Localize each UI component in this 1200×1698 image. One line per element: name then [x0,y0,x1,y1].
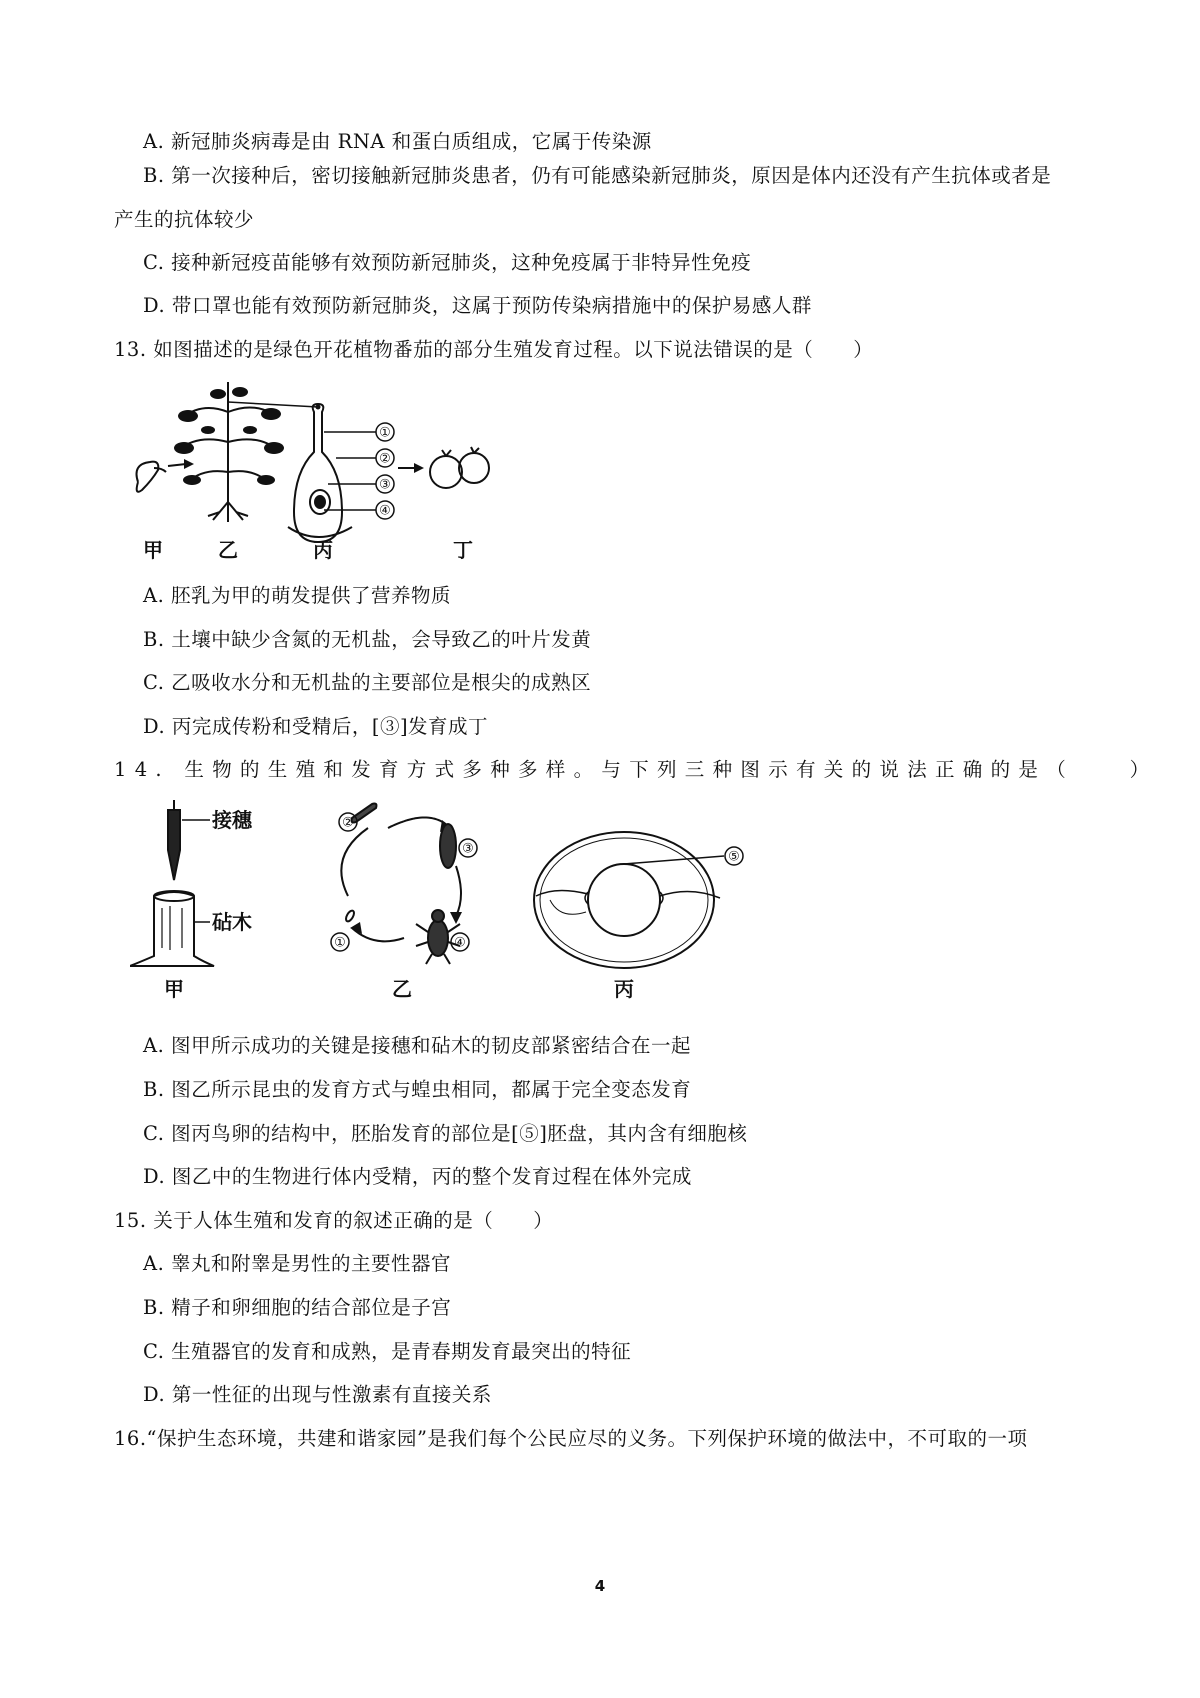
q12-option-d: D. 带口罩也能有效预防新冠肺炎，这属于预防传染病措施中的保护易感人群 [143,294,812,317]
q12-option-a: A. 新冠肺炎病毒是由 RNA 和蛋白质组成，它属于传染源 [143,130,652,153]
label-jia: 甲 [164,977,184,1001]
callout-1: ① [379,425,391,441]
callout-3: ③ [379,477,391,493]
page-number: 4 [594,1577,606,1595]
q15-option-b: B. 精子和卵细胞的结合部位是子宫 [143,1296,452,1319]
q14-option-c: C. 图丙鸟卵的结构中，胚胎发育的部位是[⑤]胚盘，其内含有细胞核 [143,1122,748,1145]
tomato-fruit-drawing [430,447,489,488]
q14-option-a: A. 图甲所示成功的关键是接穗和砧木的韧皮部紧密结合在一起 [143,1034,691,1057]
label-scion: 接穗 [212,808,252,832]
q12-option-b: B. 第一次接种后，密切接触新冠肺炎患者，仍有可能感染新冠肺炎，原因是体内还没有产生抗体或者是 [143,164,1052,187]
callout-adult-4: ④ [454,935,466,951]
callout-germinal-disc-5: ⑤ [728,849,740,865]
q14-option-b: B. 图乙所示昆虫的发育方式与蝗虫相同，都属于完全变态发育 [143,1078,692,1101]
q12-option-b-cont: 产生的抗体较少 [114,208,255,231]
label-rootstock: 砧木 [212,910,252,934]
q15-option-c: C. 生殖器官的发育和成熟，是青春期发育最突出的特征 [143,1340,632,1363]
q16-stem: 16.“保护生态环境，共建和谐家园”是我们每个公民应尽的义务。下列保护环境的做法中，不可取的一项 [114,1427,1028,1450]
label-yi: 乙 [392,977,412,1001]
q14-option-d: D. 图乙中的生物进行体内受精，丙的整个发育过程在体外完成 [143,1165,692,1188]
q13-option-d: D. 丙完成传粉和受精后，[③]发育成丁 [143,715,489,738]
q15-option-d: D. 第一性征的出现与性激素有直接关系 [143,1383,492,1406]
pistil-section-drawing [288,404,352,542]
label-yi: 乙 [218,538,238,562]
label-ding: 丁 [453,538,473,562]
label-jia: 甲 [143,538,163,562]
q15-option-a: A. 睾丸和附睾是男性的主要性器官 [143,1252,451,1275]
tomato-plant-drawing [178,382,278,522]
callout-4: ④ [379,503,391,519]
callout-2: ② [379,451,391,467]
grafting-drawing [130,800,214,966]
q14-stem: 14. 生物的生殖和发育方式多种多样。与下列三种图示有关的说法正确的是（ ） [114,758,1158,781]
seed-drawing [137,462,167,492]
q15-stem: 15. 关于人体生殖和发育的叙述正确的是（ ） [114,1209,554,1232]
callout-pupa-3: ③ [462,841,474,857]
q13-stem: 13. 如图描述的是绿色开花植物番茄的部分生殖发育过程。以下说法错误的是（ ） [114,338,874,361]
label-bing: 丙 [614,977,634,1001]
callout-larva-2: ② [342,815,354,831]
insect-life-cycle-drawing [341,804,462,965]
q14-figure-reproduction [130,796,810,1006]
q12-option-c: C. 接种新冠疫苗能够有效预防新冠肺炎，这种免疫属于非特异性免疫 [143,251,752,274]
q13-figure-tomato-life-cycle [128,372,548,577]
bird-egg-drawing [534,832,720,968]
q13-option-c: C. 乙吸收水分和无机盐的主要部位是根尖的成熟区 [143,671,592,694]
label-bing: 丙 [313,538,333,562]
callout-egg-1: ① [334,935,346,951]
q13-option-a: A. 胚乳为甲的萌发提供了营养物质 [143,584,451,607]
q13-option-b: B. 土壤中缺少含氮的无机盐，会导致乙的叶片发黄 [143,628,592,651]
